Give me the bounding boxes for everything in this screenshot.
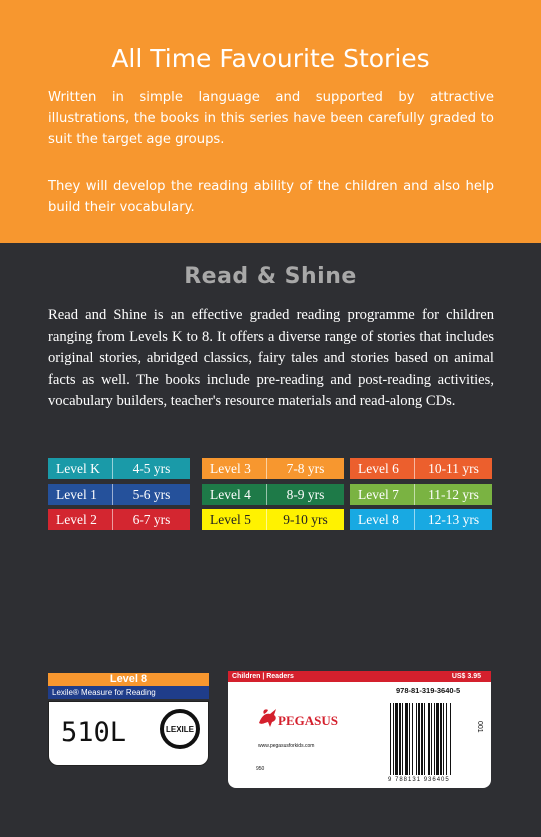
barcode-bar <box>416 703 417 775</box>
barcode-bar <box>450 703 451 775</box>
category-label: Children | Readers <box>232 673 294 680</box>
level-age: 11-12 yrs <box>414 484 492 505</box>
level-age: 5-6 yrs <box>112 484 190 505</box>
level-age: 8-9 yrs <box>266 484 344 505</box>
lexile-score-panel <box>48 701 209 766</box>
barcode-bar <box>418 703 420 775</box>
level-cell <box>350 458 492 479</box>
series-heading: All Time Favourite Stories <box>111 44 430 73</box>
barcode-bar <box>421 703 423 775</box>
level-name: Level 2 <box>56 511 97 527</box>
level-cell <box>202 458 344 479</box>
level-cell <box>202 509 344 530</box>
barcode-bar <box>412 703 413 775</box>
level-cell <box>48 484 190 505</box>
barcode-bar <box>424 703 425 775</box>
barcode-bar <box>434 703 435 775</box>
lexile-logo-icon <box>160 709 200 749</box>
level-age: 4-5 yrs <box>112 458 190 479</box>
barcode-bar <box>443 703 444 775</box>
level-age: 12-13 yrs <box>414 509 492 530</box>
level-age: 10-11 yrs <box>414 458 492 479</box>
barcode-bar <box>402 703 403 775</box>
level-name: Level 8 <box>358 511 399 527</box>
programme-description: Read and Shine is an effective graded reading programme for children ranging from Levels K to 8. It offers a diverse range of stories that includes original stories, abridged classics, fairy tales and stories based on animal facts as well. The books include pre-reading and post-reading activities, vocabulary builders, teacher's resource materials and read-along CDs. <box>48 307 494 409</box>
lexile-measure-label: Lexile® Measure for Reading <box>48 686 209 699</box>
benefit-paragraph: They will develop the reading ability of the children and also help build their vocabulary. <box>48 179 494 215</box>
programme-title: Read & Shine <box>184 264 357 289</box>
level-name: Level 3 <box>210 460 251 476</box>
level-age: 9-10 yrs <box>266 509 344 530</box>
level-cell <box>48 509 190 530</box>
barcode-bar <box>428 703 430 775</box>
category-strip <box>228 671 491 682</box>
barcode-bar <box>446 703 447 775</box>
level-cell <box>202 484 344 505</box>
small-code: 950 <box>256 766 265 772</box>
barcode-bar <box>393 703 394 775</box>
lexile-score: 510L <box>61 717 127 748</box>
level-name: Level 1 <box>56 486 97 502</box>
barcode-panel <box>228 671 491 788</box>
level-name: Level 7 <box>358 486 399 502</box>
level-name: Level 5 <box>210 511 251 527</box>
barcode-bar <box>440 703 442 775</box>
barcode-bar <box>390 703 391 775</box>
barcode-bar <box>431 703 432 775</box>
barcode-bar <box>436 703 439 775</box>
level-name: Level K <box>56 460 100 476</box>
barcode-digits: 9 788131 936405 <box>388 777 450 783</box>
barcode-bar <box>399 703 401 775</box>
publisher-name: PEGASUS <box>278 713 338 728</box>
barcode-graphic <box>388 695 466 779</box>
intro-paragraph: Written in simple language and supported by attractive illustrations, the books in this series have been carefully graded to suit the target age groups. <box>48 90 494 147</box>
level-cell <box>48 458 190 479</box>
level-name: Level 6 <box>358 460 399 476</box>
header-band <box>0 0 541 243</box>
level-age: 7-8 yrs <box>266 458 344 479</box>
price-label: US$ 3.95 <box>451 673 481 680</box>
level-cell <box>350 484 492 505</box>
level-grid <box>48 458 492 532</box>
publisher-logo <box>256 705 346 737</box>
isbn-number: 978-81-319-3640-5 <box>396 686 461 695</box>
vertical-code: 001 <box>476 721 483 733</box>
pegasus-icon <box>256 705 280 729</box>
barcode-bar <box>395 703 398 775</box>
lexile-logo-text: LEXILE <box>165 724 194 734</box>
level-name: Level 4 <box>210 486 251 502</box>
level-cell <box>350 509 492 530</box>
level-age: 6-7 yrs <box>112 509 190 530</box>
lexile-level-label: Level 8 <box>48 673 209 686</box>
publisher-url: www.pegasusforkids.com <box>258 743 315 749</box>
barcode-bar <box>409 703 410 775</box>
barcode-bar <box>405 703 408 775</box>
lexile-badge <box>48 673 209 775</box>
